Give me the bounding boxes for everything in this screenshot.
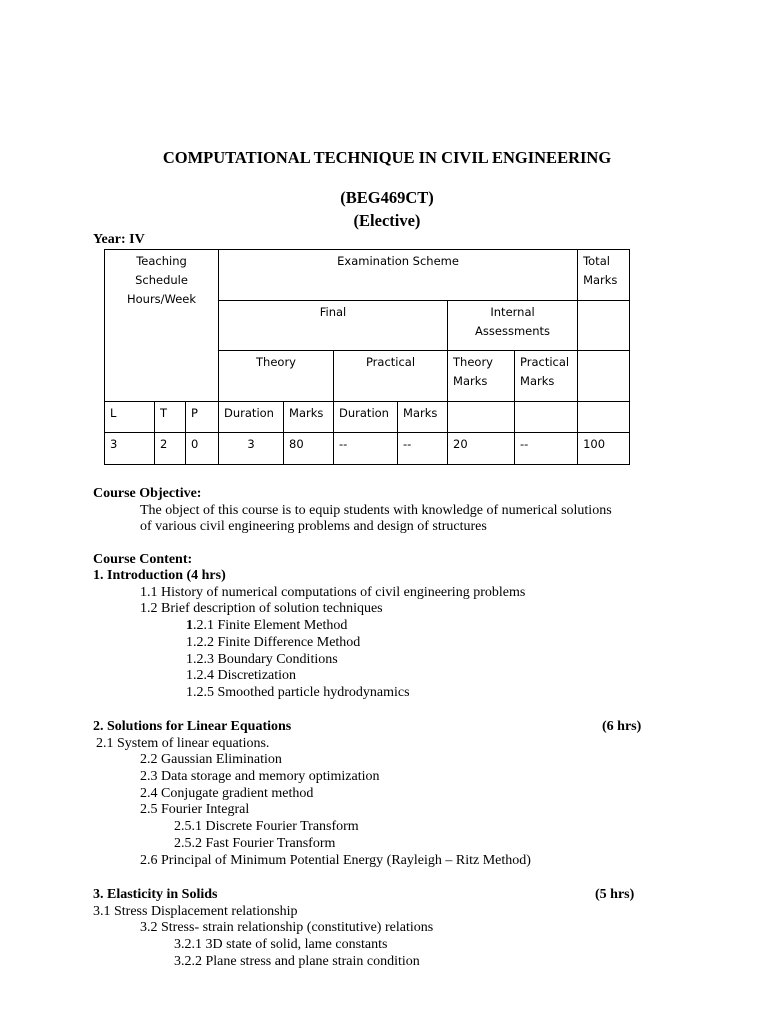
section-3-title: 3. Elasticity in Solids	[93, 887, 218, 902]
list-item: 1.2.3 Boundary Conditions	[186, 652, 338, 667]
empty-cell	[448, 402, 515, 433]
list-item: 3.2.2 Plane stress and plane strain condition	[174, 954, 420, 969]
value-theory-marks: 80	[284, 433, 334, 465]
value-theory-duration: 3	[219, 433, 284, 465]
value-total: 100	[578, 433, 630, 465]
theory-header: Theory	[219, 351, 334, 402]
section-3-hours: (5 hrs)	[595, 887, 635, 902]
total-marks-header: Total Marks	[578, 250, 630, 301]
course-objective-heading: Course Objective:	[93, 486, 202, 501]
course-code: (BEG469CT)	[340, 188, 434, 207]
list-item: 2.3 Data storage and memory optimization	[140, 769, 380, 784]
col-p-header: P	[186, 402, 219, 433]
list-item: 2.6 Principal of Minimum Potential Energy (Rayleigh – Ritz Method)	[140, 853, 531, 868]
list-item: 2.2 Gaussian Elimination	[140, 752, 282, 767]
objective-line: The object of this course is to equip students with knowledge of numerical solutions	[140, 503, 612, 518]
value-internal-theory: 20	[448, 433, 515, 465]
section-2-hours: (6 hrs)	[602, 719, 642, 734]
list-item: 2.4 Conjugate gradient method	[140, 786, 314, 801]
list-item: 1.2 Brief description of solution techniques	[140, 601, 383, 616]
internal-assessments-header: Internal Assessments	[448, 301, 578, 351]
value-internal-practical: --	[515, 433, 578, 465]
theory-duration-header: Duration	[219, 402, 284, 433]
examination-scheme-header: Examination Scheme	[219, 250, 578, 301]
list-item: 1.2.2 Finite Difference Method	[186, 635, 361, 650]
value-t: 2	[155, 433, 186, 465]
practical-duration-header: Duration	[334, 402, 398, 433]
theory-marks-col-header: Marks	[284, 402, 334, 433]
list-item-text: .2.1 Finite Element Method	[193, 618, 348, 633]
empty-cell	[578, 301, 630, 351]
list-item: 3.2.1 3D state of solid, lame constants	[174, 937, 388, 952]
theory-marks-header: Theory Marks	[448, 351, 515, 402]
objective-line: of various civil engineering problems and design of structures	[140, 519, 487, 534]
course-content-heading: Course Content:	[93, 552, 193, 567]
practical-marks-col-header: Marks	[398, 402, 448, 433]
col-t-header: T	[155, 402, 186, 433]
bold-digit: 1	[186, 618, 193, 633]
list-item: 2.5 Fourier Integral	[140, 802, 250, 817]
final-header: Final	[219, 301, 448, 351]
value-p: 0	[186, 433, 219, 465]
list-item: 1.2.5 Smoothed particle hydrodynamics	[186, 685, 410, 700]
practical-header: Practical	[334, 351, 448, 402]
examination-scheme-table	[104, 249, 630, 465]
list-item: 3.1 Stress Displacement relationship	[93, 904, 298, 919]
list-item	[186, 617, 347, 634]
course-type: (Elective)	[353, 211, 421, 230]
list-item: 2.5.1 Discrete Fourier Transform	[174, 819, 359, 834]
year-label: Year: IV	[93, 232, 145, 247]
list-item: 2.5.2 Fast Fourier Transform	[174, 836, 336, 851]
empty-cell	[578, 351, 630, 402]
practical-marks-header: Practical Marks	[515, 351, 578, 402]
list-item: 1.2.4 Discretization	[186, 668, 297, 683]
list-item: 1.1 History of numerical computations of civil engineering problems	[140, 585, 526, 600]
empty-cell	[515, 402, 578, 433]
course-title: COMPUTATIONAL TECHNIQUE IN CIVIL ENGINEERING	[162, 148, 612, 167]
value-practical-duration: --	[334, 433, 398, 465]
col-l-header: L	[105, 402, 155, 433]
list-item: 3.2 Stress- strain relationship (constitutive) relations	[140, 920, 434, 935]
empty-cell	[578, 402, 630, 433]
section-2-title: 2. Solutions for Linear Equations	[93, 719, 292, 734]
teaching-schedule-header: Teaching Schedule Hours/Week	[105, 250, 219, 402]
list-item: 2.1 System of linear equations.	[96, 736, 270, 751]
value-practical-marks: --	[398, 433, 448, 465]
value-l: 3	[105, 433, 155, 465]
section-1-title: 1. Introduction (4 hrs)	[93, 568, 226, 583]
